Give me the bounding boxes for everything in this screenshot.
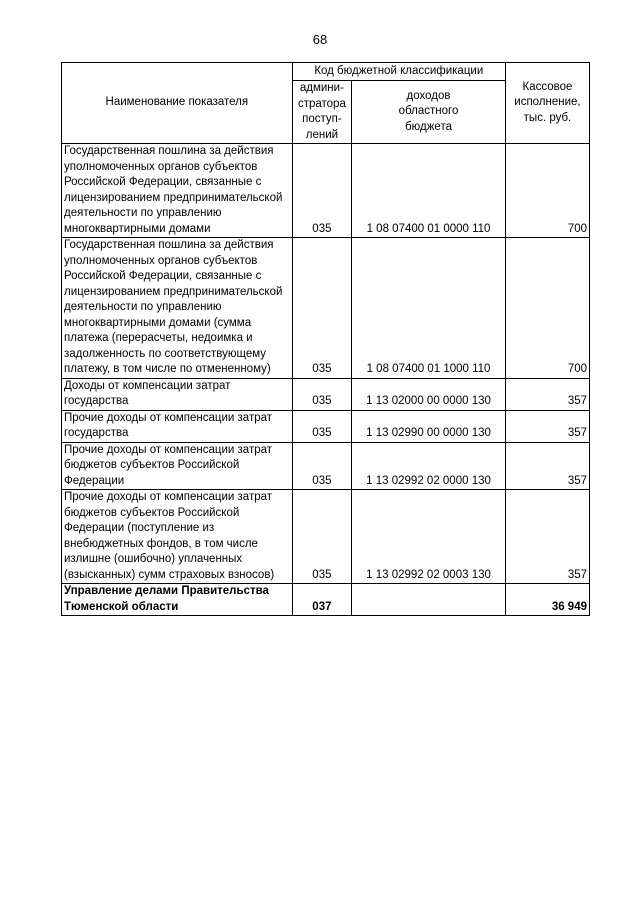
row-admin-code: 037: [292, 584, 351, 616]
row-admin-code: 035: [292, 490, 351, 584]
header-group: Код бюджетной классификации: [292, 63, 505, 81]
header-income: доходов областного бюджета: [352, 81, 506, 144]
row-admin-code: 035: [292, 442, 351, 490]
table-row: [62, 238, 590, 379]
row-name: Прочие доходы от компенсации затрат государства: [62, 410, 293, 442]
table-row: [62, 378, 590, 410]
table-row: [62, 144, 590, 238]
budget-table: [61, 62, 590, 616]
table-row: [62, 584, 590, 616]
row-amount: 700: [505, 144, 589, 238]
row-income-code: 1 13 02990 00 0000 130: [352, 410, 506, 442]
row-name: Прочие доходы от компенсации затрат бюджетов субъектов Российской Федерации: [62, 442, 293, 490]
table-row: [62, 410, 590, 442]
row-amount: 357: [505, 410, 589, 442]
row-income-code: 1 08 07400 01 0000 110: [352, 144, 506, 238]
row-admin-code: 035: [292, 378, 351, 410]
row-amount: 36 949: [505, 584, 589, 616]
table-row: [62, 442, 590, 490]
page-number: 68: [312, 32, 328, 47]
row-amount: 700: [505, 238, 589, 379]
table-body: [62, 144, 590, 616]
header-name: Наименование показателя: [62, 63, 293, 144]
row-name: Государственная пошлина за действия уполномоченных органов субъектов Российской Федерации, связанные с лицензированием предпринимательской деятельности по управлению многоквартирными домами (сумма платежа (перерасчеты, недоимка и задолженность по соответствующему платежу, в том числе по отмененному): [62, 238, 293, 379]
row-name: Государственная пошлина за действия уполномоченных органов субъектов Российской Федерации, связанные с лицензированием предпринимательской деятельности по управлению многоквартирными домами: [62, 144, 293, 238]
row-name: Прочие доходы от компенсации затрат бюджетов субъектов Российской Федерации (поступление из внебюджетных фондов, в том числе излишне (ошибочно) уплаченных (взысканных) сумм страховых взносов): [62, 490, 293, 584]
row-income-code: 1 13 02992 02 0003 130: [352, 490, 506, 584]
header-admin: админи- стратора поступ- лений: [292, 81, 351, 144]
row-income-code: 1 13 02992 02 0000 130: [352, 442, 506, 490]
row-amount: 357: [505, 442, 589, 490]
header-amount: Кассовое исполнение, тыс. руб.: [505, 63, 589, 144]
row-income-code: [352, 584, 506, 616]
table-row: [62, 490, 590, 584]
row-amount: 357: [505, 490, 589, 584]
row-admin-code: 035: [292, 144, 351, 238]
row-admin-code: 035: [292, 238, 351, 379]
row-admin-code: 035: [292, 410, 351, 442]
row-income-code: 1 13 02000 00 0000 130: [352, 378, 506, 410]
row-name: Управление делами Правительства Тюменской области: [62, 584, 293, 616]
row-name: Доходы от компенсации затрат государства: [62, 378, 293, 410]
row-income-code: 1 08 07400 01 1000 110: [352, 238, 506, 379]
row-amount: 357: [505, 378, 589, 410]
